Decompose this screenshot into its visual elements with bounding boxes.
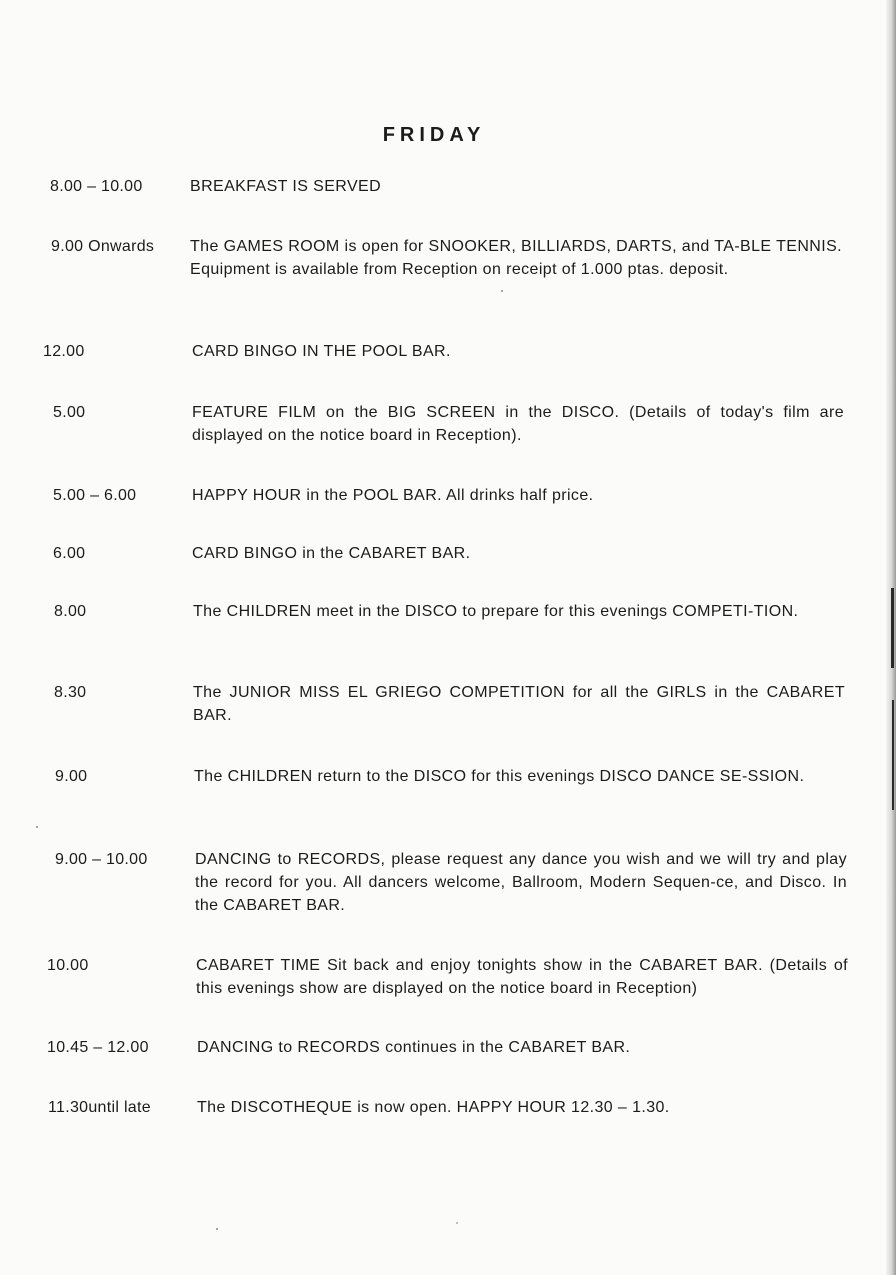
- entry-time: 9.00: [55, 768, 88, 785]
- entry-description: DANCING to RECORDS continues in the CABARET BAR.: [197, 1039, 631, 1056]
- entry-time: 9.00 – 10.00: [55, 851, 148, 868]
- entry-description: The CHILDREN return to the DISCO for this evenings DISCO DANCE SE-SSION.: [194, 768, 805, 785]
- entry-time: 9.00 Onwards: [51, 238, 155, 255]
- entry-description: The GAMES ROOM is open for SNOOKER, BILLIARDS, DARTS, and TA-BLE TENNIS. Equipment is available from Reception on receipt of 1.000 ptas. deposit.: [190, 238, 842, 278]
- entry-time: 12.00: [43, 343, 85, 360]
- page-title: FRIDAY: [382, 124, 486, 146]
- entry-description: HAPPY HOUR in the POOL BAR. All drinks half price.: [192, 487, 594, 504]
- entry-time: 8.00: [54, 603, 87, 620]
- entry-time: 10.45 – 12.00: [47, 1039, 149, 1056]
- edge-mark: [892, 700, 894, 810]
- entry-time: 8.00 – 10.00: [50, 178, 143, 195]
- entry-description: CABARET TIME Sit back and enjoy tonights show in the CABARET BAR. (Details of this evenings show are displayed on the notice board in Reception): [196, 957, 848, 997]
- entry-description: CARD BINGO IN THE POOL BAR.: [192, 343, 451, 360]
- entry-description: FEATURE FILM on the BIG SCREEN in the DISCO. (Details of today's film are displayed on the notice board in Reception).: [192, 404, 844, 444]
- entry-description: CARD BINGO in the CABARET BAR.: [192, 545, 471, 562]
- paper-speck: [36, 826, 38, 828]
- edge-mark: [891, 588, 894, 668]
- entry-description: The DISCOTHEQUE is now open. HAPPY HOUR 12.30 – 1.30.: [197, 1099, 670, 1116]
- entry-time: 11.30until late: [48, 1099, 151, 1116]
- entry-time: 5.00 – 6.00: [53, 487, 137, 504]
- paper-speck: [501, 290, 503, 292]
- page-edge-shadow: [886, 0, 896, 1275]
- entry-description: The CHILDREN meet in the DISCO to prepare for this evenings COMPETI-TION.: [193, 603, 799, 620]
- entry-time: 10.00: [47, 957, 89, 974]
- paper-speck: [456, 1222, 458, 1224]
- entry-time: 8.30: [54, 684, 87, 701]
- entry-description: BREAKFAST IS SERVED: [190, 178, 382, 195]
- entry-description: The JUNIOR MISS EL GRIEGO COMPETITION for all the GIRLS in the CABARET BAR.: [193, 684, 845, 724]
- entry-time: 5.00: [53, 404, 86, 421]
- entry-time: 6.00: [53, 545, 86, 562]
- paper-speck: [216, 1228, 218, 1230]
- entry-description: DANCING to RECORDS, please request any dance you wish and we will try and play the record for you. All dancers welcome, Ballroom, Modern Sequen-ce, and Disco. In the CABARET BAR.: [195, 851, 847, 914]
